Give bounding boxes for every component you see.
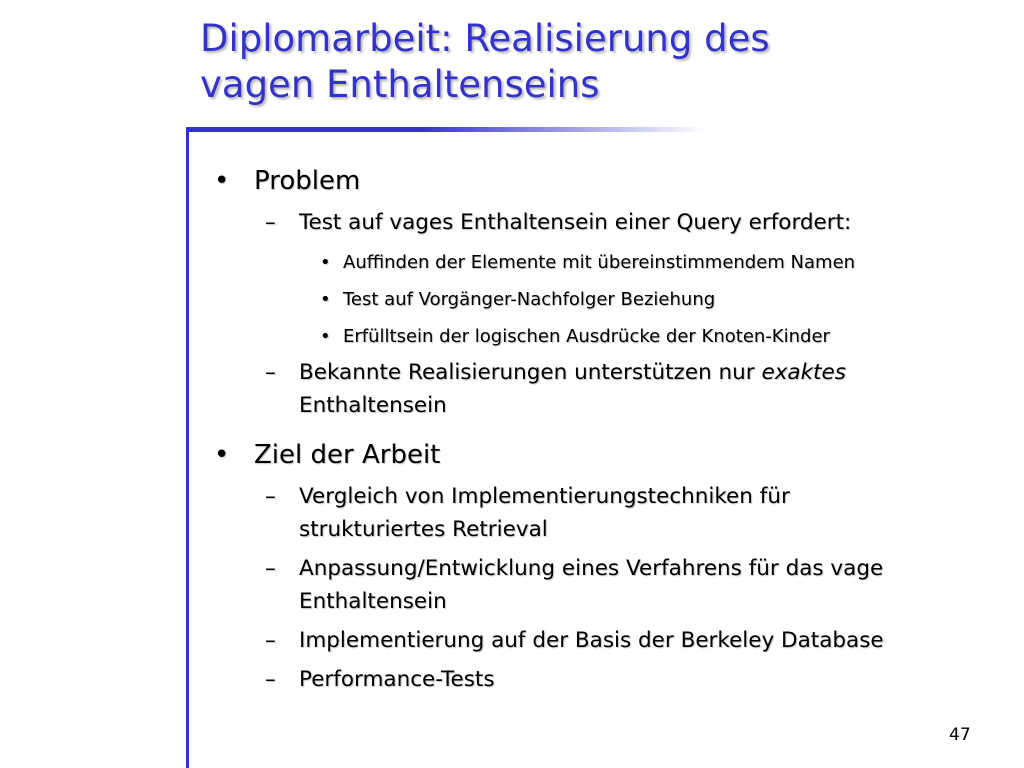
title-divider (186, 127, 706, 132)
bullet-marker: • (320, 326, 331, 347)
emphasis-exaktes: exaktes (761, 360, 846, 385)
bullet-label: Problem (254, 166, 361, 196)
sub-bullet-line-1: Anpassung/Entwicklung eines Verfahrens für das vage (299, 556, 884, 581)
slide-title-line-1: Diplomarbeit: Realisierung des (200, 17, 770, 60)
sub-bullet-goal (210, 552, 1010, 618)
sub-bullet-goal (210, 624, 1010, 657)
slide-content (210, 162, 1010, 696)
sub-bullet-label: Performance-Tests (299, 667, 495, 692)
sub-bullet-text (299, 480, 790, 546)
slide-title (200, 16, 1000, 108)
dash-marker: – (265, 628, 276, 653)
bullet-marker: • (214, 440, 230, 470)
detail-item (210, 324, 1010, 350)
sub-bullet-line-2: strukturiertes Retrieval (299, 517, 548, 542)
page-number: 47 (949, 725, 971, 745)
bullet-marker: • (320, 289, 331, 310)
sub-bullet-known-implementations (210, 356, 1010, 422)
bullet-goal (210, 436, 1010, 474)
sub-bullet-query-test (210, 206, 1010, 239)
bullet-label: Ziel der Arbeit (254, 440, 441, 470)
detail-label: Erfülltsein der logischen Ausdrücke der Knoten-Kinder (343, 326, 830, 347)
sub-bullet-goal (210, 480, 1010, 546)
bullet-problem (210, 162, 1010, 200)
sub-bullet-text (299, 552, 883, 618)
sub-bullet-line-1: Vergleich von Implementierungstechniken für (299, 484, 790, 509)
sub-bullet-label: Test auf vages Enthaltensein einer Query erfordert: (299, 210, 852, 235)
sub-bullet-line-2: Enthaltensein (299, 589, 447, 614)
left-rule (186, 127, 189, 768)
dash-marker: – (265, 667, 276, 692)
dash-marker: – (265, 210, 276, 235)
sub-bullet-text-part-1: Bekannte Realisierungen unterstützen nur (299, 360, 762, 385)
detail-label: Auffinden der Elemente mit übereinstimmendem Namen (343, 252, 856, 273)
dash-marker: – (265, 360, 276, 385)
detail-label: Test auf Vorgänger-Nachfolger Beziehung (343, 289, 716, 310)
sub-bullet-goal (210, 663, 1010, 696)
sub-bullet-text-part-2: Enthaltensein (299, 393, 447, 418)
dash-marker: – (265, 484, 276, 509)
detail-item (210, 250, 1010, 276)
bullet-marker: • (320, 252, 331, 273)
detail-item (210, 287, 1010, 313)
bullet-marker: • (214, 166, 230, 196)
dash-marker: – (265, 556, 276, 581)
sub-bullet-label: Implementierung auf der Basis der Berkeley Database (299, 628, 884, 653)
sub-bullet-text (299, 356, 846, 422)
slide-title-line-2: vagen Enthaltenseins (200, 63, 600, 106)
